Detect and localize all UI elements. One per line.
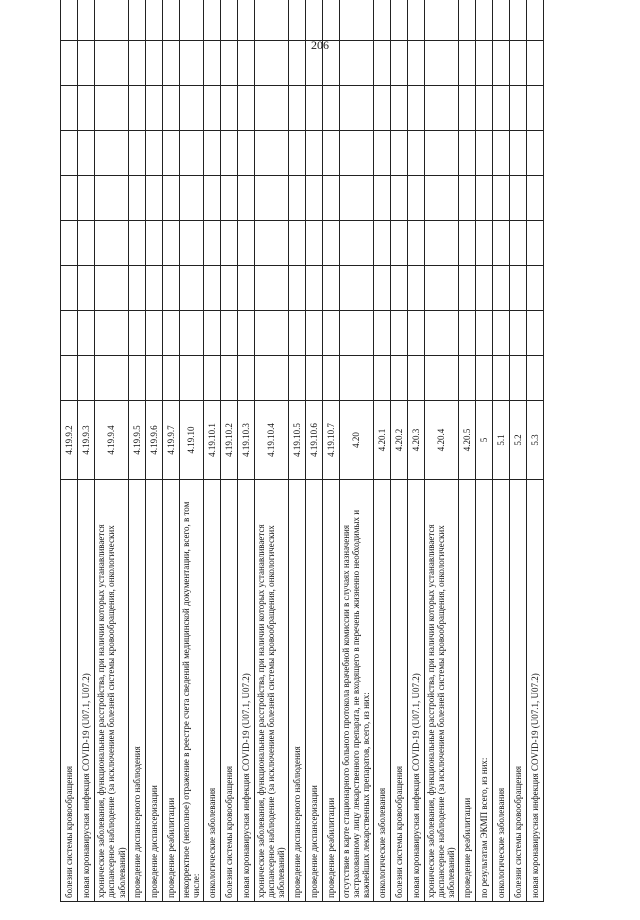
empty-value-cell [78, 356, 95, 401]
empty-value-cell [288, 176, 305, 221]
table-row [203, 0, 220, 902]
empty-value-cell [492, 221, 509, 266]
empty-value-cell [288, 266, 305, 311]
report-table-body [61, 0, 544, 902]
empty-value-cell [203, 41, 220, 86]
row-name-cell: новая коронавирусная инфекция COVID-19 (U07.1, U07.2) [237, 480, 254, 902]
row-name-cell: новая коронавирусная инфекция COVID-19 (U07.1, U07.2) [407, 480, 424, 902]
table-row [526, 0, 543, 902]
empty-value-cell [526, 356, 543, 401]
empty-value-cell [424, 86, 458, 131]
empty-value-cell [61, 86, 78, 131]
row-code-cell: 4.19.10.2 [220, 401, 237, 480]
empty-value-cell [322, 266, 339, 311]
table-row [509, 0, 526, 902]
empty-value-cell [254, 176, 288, 221]
empty-value-cell [305, 41, 322, 86]
row-code-cell: 4.20.3 [407, 401, 424, 480]
empty-value-cell [339, 41, 373, 86]
empty-value-cell [305, 0, 322, 41]
empty-value-cell [458, 356, 475, 401]
row-name-cell: проведение диспансеризации [305, 480, 322, 902]
empty-value-cell [180, 266, 204, 311]
row-name-cell: болезни системы кровообращения [390, 480, 407, 902]
empty-value-cell [526, 41, 543, 86]
empty-value-cell [180, 311, 204, 356]
row-name-cell: отсутствие в карте стационарного больного протокола врачебной комиссии в случаях назначения застрахованному лицу лекарственного препарата, не входящего в перечень жизненно необходимых и важнейших лекарственных препаратов, всего, из них: [339, 480, 373, 902]
empty-value-cell [373, 266, 390, 311]
empty-value-cell [163, 0, 180, 41]
empty-value-cell [129, 356, 146, 401]
empty-value-cell [526, 266, 543, 311]
empty-value-cell [475, 311, 492, 356]
empty-value-cell [509, 86, 526, 131]
empty-value-cell [78, 131, 95, 176]
rotated-table-container [60, 52, 580, 902]
empty-value-cell [458, 176, 475, 221]
empty-value-cell [129, 86, 146, 131]
empty-value-cell [492, 0, 509, 41]
rotated-table [60, 52, 580, 902]
empty-value-cell [254, 86, 288, 131]
empty-value-cell [61, 131, 78, 176]
empty-value-cell [458, 41, 475, 86]
empty-value-cell [458, 0, 475, 41]
empty-value-cell [288, 221, 305, 266]
empty-value-cell [475, 356, 492, 401]
row-code-cell: 4.20.4 [424, 401, 458, 480]
empty-value-cell [509, 221, 526, 266]
table-row [305, 0, 322, 902]
empty-value-cell [220, 131, 237, 176]
empty-value-cell [424, 221, 458, 266]
empty-value-cell [288, 356, 305, 401]
empty-value-cell [146, 86, 163, 131]
empty-value-cell [322, 0, 339, 41]
row-code-cell: 5.1 [492, 401, 509, 480]
table-row [220, 0, 237, 902]
empty-value-cell [390, 176, 407, 221]
empty-value-cell [526, 311, 543, 356]
row-code-cell: 4.20 [339, 401, 373, 480]
empty-value-cell [373, 221, 390, 266]
empty-value-cell [237, 356, 254, 401]
empty-value-cell [407, 221, 424, 266]
empty-value-cell [526, 0, 543, 41]
empty-value-cell [339, 356, 373, 401]
row-code-cell: 5.3 [526, 401, 543, 480]
empty-value-cell [407, 0, 424, 41]
empty-value-cell [254, 41, 288, 86]
table-row [424, 0, 458, 902]
empty-value-cell [339, 266, 373, 311]
empty-value-cell [203, 86, 220, 131]
empty-value-cell [407, 266, 424, 311]
row-name-cell: проведение диспансерного наблюдения [288, 480, 305, 902]
empty-value-cell [203, 176, 220, 221]
row-name-cell: новая коронавирусная инфекция COVID-19 (U07.1, U07.2) [526, 480, 543, 902]
empty-value-cell [95, 266, 129, 311]
row-code-cell: 4.19.9.4 [95, 401, 129, 480]
table-row [475, 0, 492, 902]
empty-value-cell [492, 176, 509, 221]
table-row [288, 0, 305, 902]
empty-value-cell [373, 0, 390, 41]
empty-value-cell [339, 176, 373, 221]
empty-value-cell [95, 131, 129, 176]
empty-value-cell [373, 41, 390, 86]
empty-value-cell [163, 176, 180, 221]
empty-value-cell [129, 0, 146, 41]
empty-value-cell [163, 131, 180, 176]
empty-value-cell [220, 221, 237, 266]
empty-value-cell [305, 311, 322, 356]
empty-value-cell [254, 311, 288, 356]
empty-value-cell [492, 86, 509, 131]
empty-value-cell [339, 131, 373, 176]
empty-value-cell [458, 86, 475, 131]
row-code-cell: 4.20.5 [458, 401, 475, 480]
empty-value-cell [458, 131, 475, 176]
empty-value-cell [390, 311, 407, 356]
empty-value-cell [254, 356, 288, 401]
row-code-cell: 4.19.9.7 [163, 401, 180, 480]
empty-value-cell [180, 356, 204, 401]
empty-value-cell [526, 86, 543, 131]
empty-value-cell [492, 266, 509, 311]
page-number: 206 [311, 38, 329, 52]
row-code-cell: 4.19.10 [180, 401, 204, 480]
empty-value-cell [180, 41, 204, 86]
empty-value-cell [61, 266, 78, 311]
empty-value-cell [373, 356, 390, 401]
empty-value-cell [424, 356, 458, 401]
empty-value-cell [146, 0, 163, 41]
empty-value-cell [163, 41, 180, 86]
table-row [254, 0, 288, 902]
empty-value-cell [163, 221, 180, 266]
empty-value-cell [95, 0, 129, 41]
empty-value-cell [458, 311, 475, 356]
empty-value-cell [163, 311, 180, 356]
empty-value-cell [254, 131, 288, 176]
empty-value-cell [78, 311, 95, 356]
empty-value-cell [129, 131, 146, 176]
empty-value-cell [95, 41, 129, 86]
table-row [237, 0, 254, 902]
empty-value-cell [220, 41, 237, 86]
empty-value-cell [237, 131, 254, 176]
empty-value-cell [61, 176, 78, 221]
empty-value-cell [129, 311, 146, 356]
empty-value-cell [458, 266, 475, 311]
empty-value-cell [390, 0, 407, 41]
table-row [339, 0, 373, 902]
empty-value-cell [180, 131, 204, 176]
empty-value-cell [146, 266, 163, 311]
empty-value-cell [322, 176, 339, 221]
empty-value-cell [146, 311, 163, 356]
report-table [60, 0, 544, 902]
empty-value-cell [78, 221, 95, 266]
row-code-cell: 4.19.9.6 [146, 401, 163, 480]
table-row [180, 0, 204, 902]
empty-value-cell [61, 41, 78, 86]
row-code-cell: 4.20.2 [390, 401, 407, 480]
empty-value-cell [509, 41, 526, 86]
empty-value-cell [95, 86, 129, 131]
empty-value-cell [61, 0, 78, 41]
empty-value-cell [61, 311, 78, 356]
empty-value-cell [288, 86, 305, 131]
empty-value-cell [180, 176, 204, 221]
empty-value-cell [180, 221, 204, 266]
empty-value-cell [146, 221, 163, 266]
row-name-cell: болезни системы кровообращения [509, 480, 526, 902]
empty-value-cell [322, 221, 339, 266]
empty-value-cell [203, 221, 220, 266]
empty-value-cell [509, 356, 526, 401]
empty-value-cell [322, 311, 339, 356]
empty-value-cell [163, 266, 180, 311]
empty-value-cell [509, 266, 526, 311]
row-name-cell: проведение реабилитации [458, 480, 475, 902]
row-name-cell: онкологические заболевания [492, 480, 509, 902]
empty-value-cell [407, 356, 424, 401]
empty-value-cell [220, 266, 237, 311]
table-row [95, 0, 129, 902]
empty-value-cell [424, 266, 458, 311]
empty-value-cell [407, 176, 424, 221]
empty-value-cell [129, 221, 146, 266]
empty-value-cell [322, 131, 339, 176]
empty-value-cell [458, 221, 475, 266]
row-name-cell: по результатам ЭКМП всего, из них: [475, 480, 492, 902]
empty-value-cell [390, 131, 407, 176]
empty-value-cell [339, 0, 373, 41]
empty-value-cell [305, 356, 322, 401]
empty-value-cell [390, 266, 407, 311]
empty-value-cell [129, 41, 146, 86]
empty-value-cell [203, 266, 220, 311]
row-name-cell: болезни системы кровообращения [220, 480, 237, 902]
empty-value-cell [305, 176, 322, 221]
table-row [129, 0, 146, 902]
empty-value-cell [526, 176, 543, 221]
table-row [492, 0, 509, 902]
empty-value-cell [146, 131, 163, 176]
row-code-cell: 4.19.10.4 [254, 401, 288, 480]
empty-value-cell [78, 41, 95, 86]
empty-value-cell [305, 131, 322, 176]
row-code-cell: 4.19.10.1 [203, 401, 220, 480]
empty-value-cell [424, 41, 458, 86]
empty-value-cell [509, 311, 526, 356]
empty-value-cell [288, 41, 305, 86]
empty-value-cell [78, 266, 95, 311]
empty-value-cell [407, 41, 424, 86]
table-row [61, 0, 78, 902]
empty-value-cell [475, 221, 492, 266]
empty-value-cell [373, 86, 390, 131]
empty-value-cell [339, 311, 373, 356]
empty-value-cell [78, 86, 95, 131]
row-code-cell: 5 [475, 401, 492, 480]
table-row [373, 0, 390, 902]
empty-value-cell [220, 176, 237, 221]
empty-value-cell [220, 356, 237, 401]
empty-value-cell [220, 0, 237, 41]
empty-value-cell [322, 86, 339, 131]
empty-value-cell [146, 41, 163, 86]
empty-value-cell [163, 86, 180, 131]
empty-value-cell [129, 176, 146, 221]
table-row [322, 0, 339, 902]
empty-value-cell [475, 0, 492, 41]
table-row [407, 0, 424, 902]
empty-value-cell [288, 0, 305, 41]
empty-value-cell [237, 176, 254, 221]
empty-value-cell [288, 311, 305, 356]
empty-value-cell [373, 176, 390, 221]
row-code-cell: 4.20.1 [373, 401, 390, 480]
row-name-cell: проведение реабилитации [322, 480, 339, 902]
row-name-cell: некорректное (неполное) отражение в реестре счета сведений медицинской документации, всего, в том числе: [180, 480, 204, 902]
empty-value-cell [407, 311, 424, 356]
empty-value-cell [180, 0, 204, 41]
table-row [78, 0, 95, 902]
row-code-cell: 4.19.10.6 [305, 401, 322, 480]
empty-value-cell [203, 131, 220, 176]
empty-value-cell [95, 356, 129, 401]
empty-value-cell [407, 86, 424, 131]
empty-value-cell [237, 266, 254, 311]
empty-value-cell [492, 41, 509, 86]
empty-value-cell [78, 176, 95, 221]
empty-value-cell [305, 86, 322, 131]
empty-value-cell [146, 356, 163, 401]
row-name-cell: проведение диспансерного наблюдения [129, 480, 146, 902]
empty-value-cell [254, 266, 288, 311]
empty-value-cell [373, 311, 390, 356]
row-code-cell: 4.19.10.3 [237, 401, 254, 480]
empty-value-cell [339, 221, 373, 266]
empty-value-cell [424, 131, 458, 176]
empty-value-cell [509, 176, 526, 221]
empty-value-cell [129, 266, 146, 311]
empty-value-cell [492, 356, 509, 401]
empty-value-cell [95, 311, 129, 356]
row-code-cell: 4.19.9.2 [61, 401, 78, 480]
empty-value-cell [390, 221, 407, 266]
empty-value-cell [220, 311, 237, 356]
empty-value-cell [390, 86, 407, 131]
empty-value-cell [475, 176, 492, 221]
empty-value-cell [509, 0, 526, 41]
empty-value-cell [305, 266, 322, 311]
row-code-cell: 4.19.9.3 [78, 401, 95, 480]
row-name-cell: онкологические заболевания [373, 480, 390, 902]
table-row [458, 0, 475, 902]
empty-value-cell [475, 86, 492, 131]
row-name-cell: болезни системы кровообращения [61, 480, 78, 902]
row-code-cell: 5.2 [509, 401, 526, 480]
empty-value-cell [203, 0, 220, 41]
empty-value-cell [475, 131, 492, 176]
empty-value-cell [526, 221, 543, 266]
empty-value-cell [220, 86, 237, 131]
row-code-cell: 4.19.10.7 [322, 401, 339, 480]
empty-value-cell [475, 41, 492, 86]
row-name-cell: хронические заболевания, функциональные расстройства, при наличии которых устанавливается диспансерное наблюдение (за исключением болезней системы кровообращения, онкологических заболеваний) [424, 480, 458, 902]
empty-value-cell [475, 266, 492, 311]
empty-value-cell [373, 131, 390, 176]
empty-value-cell [305, 221, 322, 266]
empty-value-cell [237, 41, 254, 86]
row-code-cell: 4.19.10.5 [288, 401, 305, 480]
empty-value-cell [237, 0, 254, 41]
empty-value-cell [61, 356, 78, 401]
empty-value-cell [492, 311, 509, 356]
empty-value-cell [424, 311, 458, 356]
row-name-cell: онкологические заболевания [203, 480, 220, 902]
empty-value-cell [203, 356, 220, 401]
empty-value-cell [254, 0, 288, 41]
row-name-cell: хронические заболевания, функциональные расстройства, при наличии которых устанавливается диспансерное наблюдение (за исключением болезней системы кровообращения, онкологических заболеваний) [95, 480, 129, 902]
empty-value-cell [180, 86, 204, 131]
empty-value-cell [237, 86, 254, 131]
empty-value-cell [322, 356, 339, 401]
empty-value-cell [237, 221, 254, 266]
empty-value-cell [237, 311, 254, 356]
row-name-cell: новая коронавирусная инфекция COVID-19 (U07.1, U07.2) [78, 480, 95, 902]
empty-value-cell [339, 86, 373, 131]
empty-value-cell [407, 131, 424, 176]
row-code-cell: 4.19.9.5 [129, 401, 146, 480]
empty-value-cell [390, 41, 407, 86]
empty-value-cell [288, 131, 305, 176]
empty-value-cell [254, 221, 288, 266]
empty-value-cell [390, 356, 407, 401]
empty-value-cell [95, 221, 129, 266]
empty-value-cell [146, 176, 163, 221]
empty-value-cell [78, 0, 95, 41]
empty-value-cell [61, 221, 78, 266]
empty-value-cell [492, 131, 509, 176]
table-row [390, 0, 407, 902]
empty-value-cell [424, 176, 458, 221]
empty-value-cell [509, 131, 526, 176]
empty-value-cell [203, 311, 220, 356]
table-row [163, 0, 180, 902]
empty-value-cell [163, 356, 180, 401]
row-name-cell: проведение диспансеризации [146, 480, 163, 902]
empty-value-cell [424, 0, 458, 41]
table-row [146, 0, 163, 902]
row-name-cell: хронические заболевания, функциональные расстройства, при наличии которых устанавливается диспансерное наблюдение (за исключением болезней системы кровообращения, онкологических заболеваний) [254, 480, 288, 902]
empty-value-cell [95, 176, 129, 221]
empty-value-cell [322, 41, 339, 86]
empty-value-cell [526, 131, 543, 176]
row-name-cell: проведение реабилитации [163, 480, 180, 902]
